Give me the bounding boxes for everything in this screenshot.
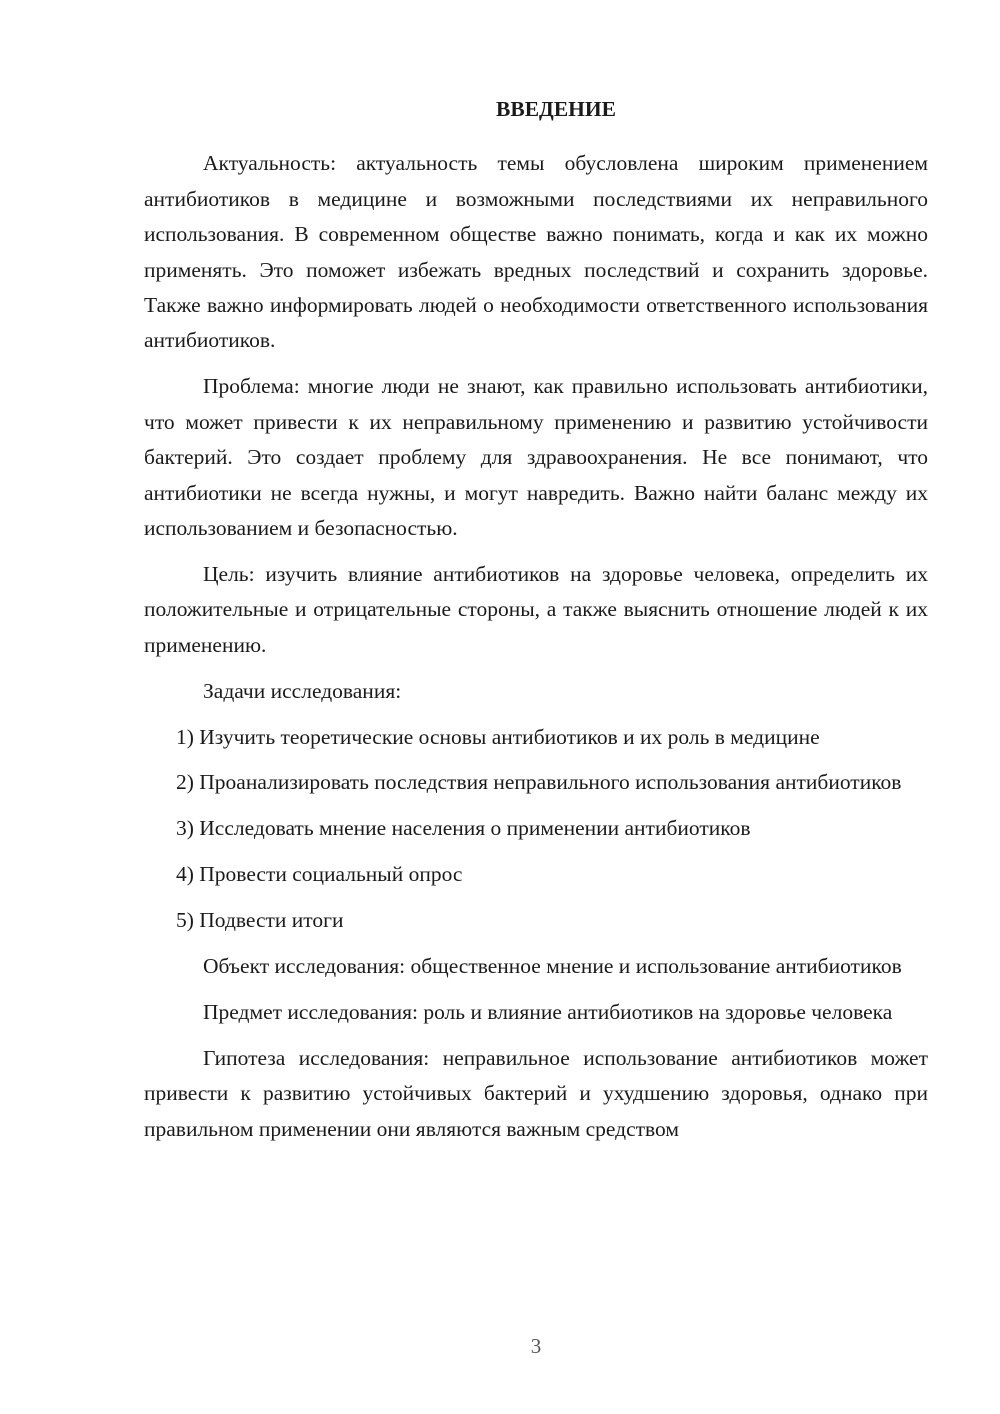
- page-number: 3: [530, 1334, 542, 1358]
- task-item-2: 2) Проанализировать последствия неправильного использования антибиотиков: [176, 770, 902, 795]
- task-item-5: 5) Подвести итоги: [176, 908, 344, 933]
- task-item-1: 1) Изучить теоретические основы антибиотиков и их роль в медицине: [176, 724, 820, 749]
- goal-paragraph: Цель: изучить влияние антибиотиков на здоровье человека, определить их положительные и отрицательные стороны, а также выяснить отношение людей к их применению.: [144, 561, 928, 657]
- section-heading: ВВЕДЕНИЕ: [496, 97, 616, 121]
- task-item-3: 3) Исследовать мнение населения о применении антибиотиков: [176, 816, 751, 841]
- problem-paragraph: Проблема: многие люди не знают, как правильно использовать антибиотики, что может привести к их неправильному применению и развитию устойчивости бактерий. Это создает проблему для здравоохранения. Не все понимают, что антибиотики не всегда нужны, и могут навредить. Важно найти баланс между их использованием и безопасностью.: [144, 374, 928, 540]
- page-content: [144, 92, 928, 1158]
- object-paragraph: Объект исследования: общественное мнение и использование антибиотиков: [203, 954, 902, 979]
- hypothesis-paragraph: Гипотеза исследования: неправильное использование антибиотиков может привести к развитию устойчивых бактерий и ухудшению здоровья, однако при правильном применении они являются важным средством: [144, 1045, 928, 1141]
- tasks-label: Задачи исследования:: [203, 678, 402, 703]
- task-item-4: 4) Провести социальный опрос: [176, 862, 463, 887]
- subject-paragraph: Предмет исследования: роль и влияние антибиотиков на здоровье человека: [203, 999, 893, 1024]
- relevance-paragraph: Актуальность: актуальность темы обусловлена широким применением антибиотиков в медицине и возможными последствиями их неправильного использования. В современном обществе важно понимать, когда и как их можно применять. Это поможет избежать вредных последствий и сохранить здоровье. Также важно информировать людей о необходимости ответственного использования антибиотиков.: [144, 151, 928, 353]
